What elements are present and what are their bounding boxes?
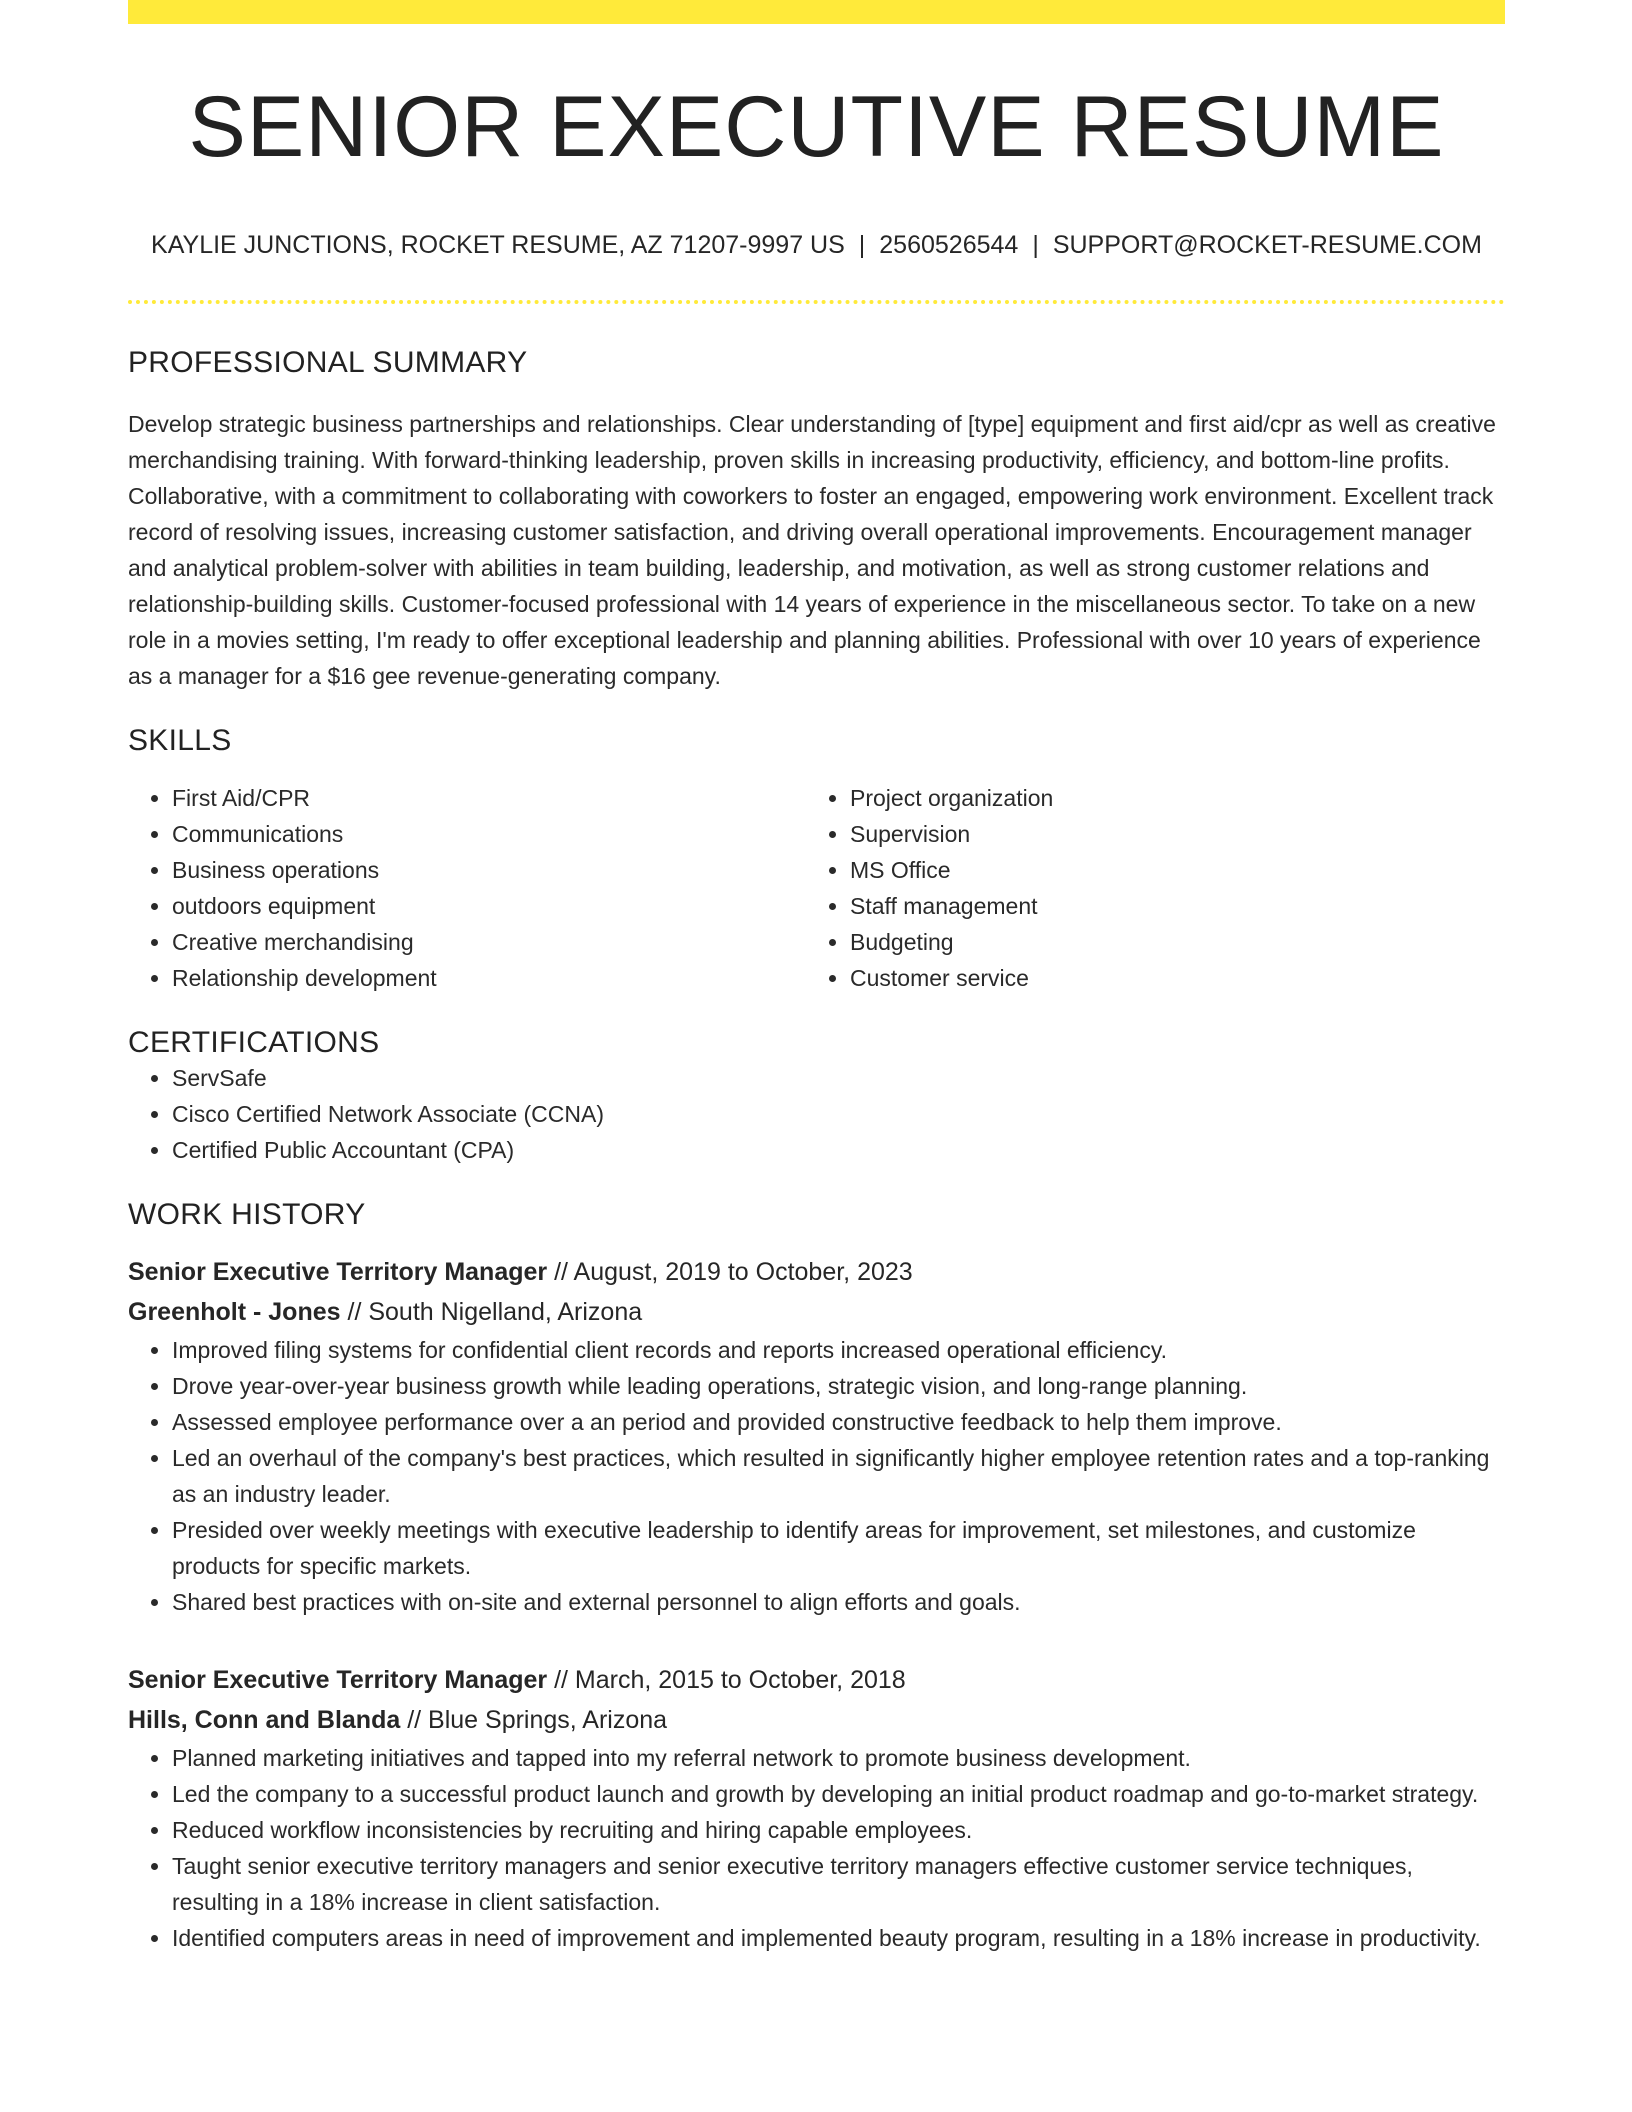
job-role: Senior Executive Territory Manager [128, 1257, 548, 1286]
job-title-line [128, 1252, 1505, 1292]
skill-item: • Supervision [850, 816, 1484, 852]
skill-item: • Creative merchandising [172, 924, 806, 960]
contact-line [128, 230, 1505, 260]
skill-item: • Staff management [850, 888, 1484, 924]
skill-item: • Business operations [172, 852, 806, 888]
skill-item: • MS Office [850, 852, 1484, 888]
skills-list-right [806, 780, 1484, 996]
skills-column-right [806, 780, 1484, 996]
skill-item: • Communications [172, 816, 806, 852]
job-bullet: • Led an overhaul of the company's best practices, which resulted in significantly higher employee retention rates and a top-ranking as an industry leader. [172, 1440, 1505, 1512]
job-title-line [128, 1660, 1505, 1700]
skill-item: • Budgeting [850, 924, 1484, 960]
job-bullet: • Shared best practices with on-site and external personnel to align efforts and goals. [172, 1584, 1505, 1620]
resume-page [128, 0, 1505, 1956]
skill-item: • Relationship development [172, 960, 806, 996]
contact-separator: | [1032, 230, 1039, 259]
job-company-line [128, 1700, 1505, 1740]
job-company: Greenholt - Jones [128, 1297, 341, 1326]
job-bullet: • Drove year-over-year business growth while leading operations, strategic vision, and long-range planning. [172, 1368, 1505, 1404]
header-divider [128, 300, 1505, 304]
job-entry [128, 1252, 1505, 1620]
job-role: Senior Executive Territory Manager [128, 1665, 548, 1694]
job-bullet: • Reduced workflow inconsistencies by recruiting and hiring capable employees. [172, 1812, 1505, 1848]
job-bullet: • Presided over weekly meetings with executive leadership to identify areas for improvement, set milestones, and customize products for specific markets. [172, 1512, 1505, 1584]
job-company-line [128, 1292, 1505, 1332]
work-history-heading: WORK HISTORY [128, 1197, 366, 1231]
certification-item: • Cisco Certified Network Associate (CCNA) [172, 1096, 1505, 1132]
certifications-heading: CERTIFICATIONS [128, 1025, 380, 1059]
contact-email[interactable]: SUPPORT@ROCKET-RESUME.COM [1052, 230, 1482, 259]
job-entry [128, 1660, 1505, 1956]
contact-address: KAYLIE JUNCTIONS, ROCKET RESUME, AZ 71207-9997 US [151, 230, 845, 259]
summary-heading: PROFESSIONAL SUMMARY [128, 345, 528, 379]
certification-item: • ServSafe [172, 1060, 1505, 1096]
job-dates: // August, 2019 to October, 2023 [547, 1257, 913, 1286]
job-bullets [128, 1332, 1505, 1620]
resume-title: SENIOR EXECUTIVE RESUME [188, 79, 1445, 175]
job-location: // South Nigelland, Arizona [340, 1297, 643, 1326]
skill-item: • Project organization [850, 780, 1484, 816]
contact-separator: | [858, 230, 866, 259]
job-bullet: • Improved filing systems for confidential client records and reports increased operational efficiency. [172, 1332, 1505, 1368]
skills-heading: SKILLS [128, 723, 232, 757]
job-bullet: • Identified computers areas in need of improvement and implemented beauty program, resulting in a 18% increase in productivity. [172, 1920, 1505, 1956]
skills-list-left [128, 780, 806, 996]
job-bullet: • Planned marketing initiatives and tapped into my referral network to promote business development. [172, 1740, 1505, 1776]
job-bullets [128, 1740, 1505, 1956]
job-location: // Blue Springs, Arizona [400, 1705, 668, 1734]
job-company: Hills, Conn and Blanda [128, 1705, 401, 1734]
top-accent-bar [128, 0, 1505, 24]
skill-item: • outdoors equipment [172, 888, 806, 924]
job-bullet: • Led the company to a successful product launch and growth by developing an initial product roadmap and go-to-market strategy. [172, 1776, 1505, 1812]
skills-column-left [128, 780, 806, 996]
skill-item: • First Aid/CPR [172, 780, 806, 816]
job-dates: // March, 2015 to October, 2018 [547, 1665, 906, 1694]
certification-item: • Certified Public Accountant (CPA) [172, 1132, 1505, 1168]
job-bullet: • Taught senior executive territory managers and senior executive territory managers effective customer service techniques, resulting in a 18% increase in client satisfaction. [172, 1848, 1505, 1920]
job-bullet: • Assessed employee performance over a an period and provided constructive feedback to help them improve. [172, 1404, 1505, 1440]
contact-phone: 2560526544 [879, 230, 1019, 259]
skills-grid [128, 780, 1505, 996]
certifications-list [128, 1060, 1505, 1168]
summary-text: Develop strategic business partnerships and relationships. Clear understanding of [type] equipment and first aid/cpr as well as creative merchandising training. With forward-thinking leadership, proven skills in increasing productivity, efficiency, and bottom-line profits. Collaborative, with a commitment to collaborating with coworkers to foster an engaged, empowering work environment. Excellent track record of resolving issues, increasing customer satisfaction, and driving overall operational improvements. Encouragement manager and analytical problem-solver with abilities in team building, leadership, and motivation, as well as strong customer relations and relationship-building skills. Customer-focused professional with 14 years of experience in the miscellaneous sector. To take on a new role in a movies setting, I'm ready to offer exceptional leadership and planning abilities. Professional with over 10 years of experience as a manager for a $16 gee revenue-generating company. [128, 410, 1496, 689]
skill-item: • Customer service [850, 960, 1484, 996]
